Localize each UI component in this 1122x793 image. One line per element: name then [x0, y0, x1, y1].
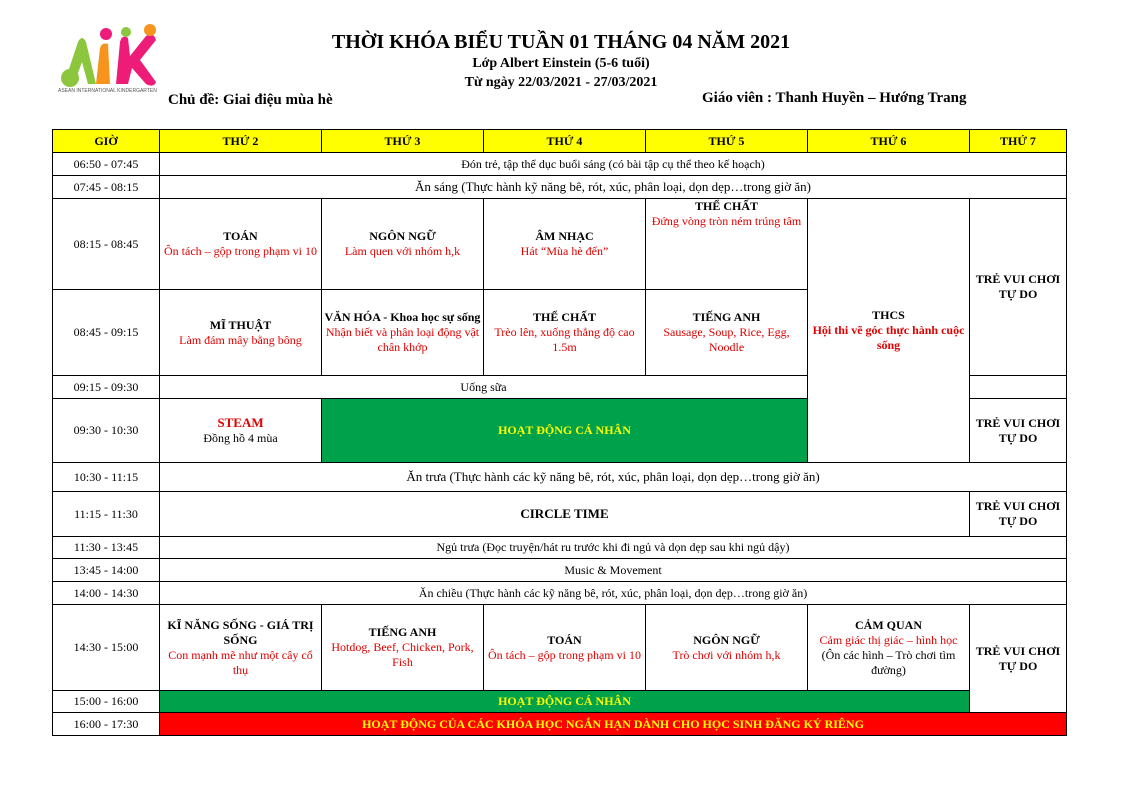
activity-desc: Ôn tách – gộp trong phạm vi 10 — [488, 647, 641, 662]
activity-title: TOÁN — [223, 229, 258, 243]
activity-cell — [646, 605, 808, 691]
time-cell: 11:15 - 11:30 — [53, 492, 160, 537]
activity-desc: Con mạnh mẽ như một cây cổ thụ — [168, 647, 313, 677]
table-row — [53, 537, 1067, 559]
teacher: Giáo viên : Thanh Huyền – Hướng Trang — [702, 90, 967, 106]
activity-cell — [160, 399, 322, 463]
activity-desc: Nhận biết và phân loại động vật chân khớp — [325, 325, 480, 354]
activity-title: THỂ CHẤT — [532, 310, 596, 324]
time-cell: 09:15 - 09:30 — [53, 376, 160, 399]
time-cell: 14:30 - 15:00 — [53, 605, 160, 691]
table-row — [53, 713, 1067, 736]
individual-activity-cell: HOẠT ĐỘNG CÁ NHÂN — [322, 399, 808, 463]
activity-title: TIẾNG ANH — [692, 310, 761, 324]
time-cell: 08:15 - 08:45 — [53, 199, 160, 290]
activity-title: VĂN HÓA - Khoa học sự sống — [324, 310, 481, 324]
topic: Chủ đề: Giai điệu mùa hè — [168, 92, 333, 108]
date-range: Từ ngày 22/03/2021 - 27/03/2021 — [464, 75, 658, 90]
activity-title: TOÁN — [547, 632, 582, 647]
time-cell: 14:00 - 14:30 — [53, 582, 160, 605]
activity-desc: Làm quen với nhóm h,k — [344, 244, 461, 258]
activity-desc: Làm đám mây bằng bông — [179, 332, 302, 347]
time-cell: 13:45 - 14:00 — [53, 559, 160, 582]
activity-cell — [160, 290, 322, 376]
col-header-sat: THỨ 7 — [970, 130, 1067, 153]
activity-cell — [808, 199, 970, 463]
activity-title: ÂM NHẠC — [535, 229, 594, 243]
free-play-cell: TRẺ VUI CHƠI TỰ DO — [970, 605, 1067, 713]
class-name: Lớp Albert Einstein (5-6 tuổi) — [472, 56, 650, 71]
activity-desc: Đứng vòng tròn ném trúng tâm — [651, 214, 802, 228]
activity-desc: Hội thi vẽ góc thực hành cuộc sống — [812, 323, 965, 352]
time-cell: 09:30 - 10:30 — [53, 399, 160, 463]
table-row — [53, 153, 1067, 176]
activity-cell: Ăn trưa (Thực hành các kỹ năng bê, rót, xúc, phân loại, dọn dẹp…trong giờ ăn) — [160, 463, 1067, 492]
activity-title: NGÔN NGỮ — [369, 229, 436, 243]
activity-title: THỂ CHẤT — [694, 199, 758, 213]
activity-cell — [322, 290, 484, 376]
header-row — [53, 130, 1067, 153]
activity-title: KĨ NĂNG SỐNG - GIÁ TRỊ SỐNG — [167, 617, 314, 647]
activity-cell — [160, 199, 322, 290]
activity-title: NGÔN NGỮ — [693, 632, 760, 647]
activity-title: CẢM QUAN — [855, 617, 922, 632]
short-course-cell: HOẠT ĐỘNG CỦA CÁC KHÓA HỌC NGẮN HẠN DÀNH CHO HỌC SINH ĐĂNG KÝ RIÊNG — [160, 713, 1067, 736]
time-cell: 11:30 - 13:45 — [53, 537, 160, 559]
activity-cell — [484, 199, 646, 290]
activity-desc: Trò chơi với nhóm h,k — [672, 647, 781, 662]
activity-cell — [160, 605, 322, 691]
activity-desc: Sausage, Soup, Rice, Egg, Noodle — [663, 325, 790, 354]
empty-cell — [970, 376, 1067, 399]
activity-cell: CIRCLE TIME — [160, 492, 970, 537]
col-header-thu: THỨ 5 — [646, 130, 808, 153]
col-header-time: GIỜ — [53, 130, 160, 153]
free-play-cell: TRẺ VUI CHƠI TỰ DO — [970, 399, 1067, 463]
activity-cell: Ngủ trưa (Đọc truyện/hát ru trước khi đi ngủ và dọn dẹp sau khi ngủ dậy) — [160, 537, 1067, 559]
activity-title: TIẾNG ANH — [368, 625, 437, 639]
table-row — [53, 199, 1067, 290]
col-header-fri: THỨ 6 — [808, 130, 970, 153]
table-row — [53, 605, 1067, 691]
activity-title: THCS — [872, 308, 905, 322]
activity-cell — [322, 605, 484, 691]
time-cell: 15:00 - 16:00 — [53, 691, 160, 713]
time-cell: 06:50 - 07:45 — [53, 153, 160, 176]
activity-desc: Cảm giác thị giác – hình học — [819, 632, 958, 647]
timetable — [52, 129, 1067, 736]
activity-desc: Đồng hồ 4 mùa — [203, 431, 278, 446]
table-row — [53, 559, 1067, 582]
table-row — [53, 463, 1067, 492]
activity-cell: Đón trẻ, tập thể dục buổi sáng (có bài tập cụ thể theo kế hoạch) — [160, 153, 1067, 176]
activity-cell — [808, 605, 970, 691]
activity-title: MĨ THUẬT — [209, 317, 272, 332]
activity-cell — [646, 290, 808, 376]
activity-cell: Ăn chiều (Thực hành các kỹ năng bê, rót, xúc, phân loại, dọn dẹp…trong giờ ăn) — [160, 582, 1067, 605]
col-header-mon: THỨ 2 — [160, 130, 322, 153]
activity-desc: Hotdog, Beef, Chicken, Pork, Fish — [331, 640, 474, 669]
time-cell: 16:00 - 17:30 — [53, 713, 160, 736]
table-row — [53, 691, 1067, 713]
time-cell: 10:30 - 11:15 — [53, 463, 160, 492]
activity-cell — [484, 290, 646, 376]
time-cell: 08:45 - 09:15 — [53, 290, 160, 376]
activity-cell: Uống sữa — [160, 376, 808, 399]
individual-activity-cell: HOẠT ĐỘNG CÁ NHÂN — [160, 691, 970, 713]
schedule-title: THỜI KHÓA BIỂU TUẦN 01 THÁNG 04 NĂM 2021 — [331, 31, 791, 53]
table-row — [53, 176, 1067, 199]
activity-desc: Hát “Mùa hè đến” — [520, 244, 609, 258]
col-header-wed: THỨ 4 — [484, 130, 646, 153]
activity-cell: Ăn sáng (Thực hành kỹ năng bê, rót, xúc, phân loại, dọn dẹp…trong giờ ăn) — [160, 176, 1067, 199]
activity-desc: Ôn tách – gộp trong phạm vi 10 — [164, 244, 317, 258]
table-row — [53, 492, 1067, 537]
logo-caption: ASEAN INTERNATIONAL KINDERGARTEN — [58, 88, 157, 94]
activity-note: (Ôn các hình – Trò chơi tìm đường) — [821, 647, 956, 677]
free-play-cell: TRẺ VUI CHƠI TỰ DO — [970, 492, 1067, 537]
table-row — [53, 582, 1067, 605]
time-cell: 07:45 - 08:15 — [53, 176, 160, 199]
activity-cell — [646, 199, 808, 290]
col-header-tue: THỨ 3 — [322, 130, 484, 153]
activity-cell: Music & Movement — [160, 559, 1067, 582]
activity-cell — [322, 199, 484, 290]
free-play-cell: TRẺ VUI CHƠI TỰ DO — [970, 199, 1067, 376]
activity-desc: Trèo lên, xuống thẳng độ cao 1.5m — [494, 325, 635, 354]
activity-cell — [484, 605, 646, 691]
activity-title: STEAM — [217, 414, 264, 430]
